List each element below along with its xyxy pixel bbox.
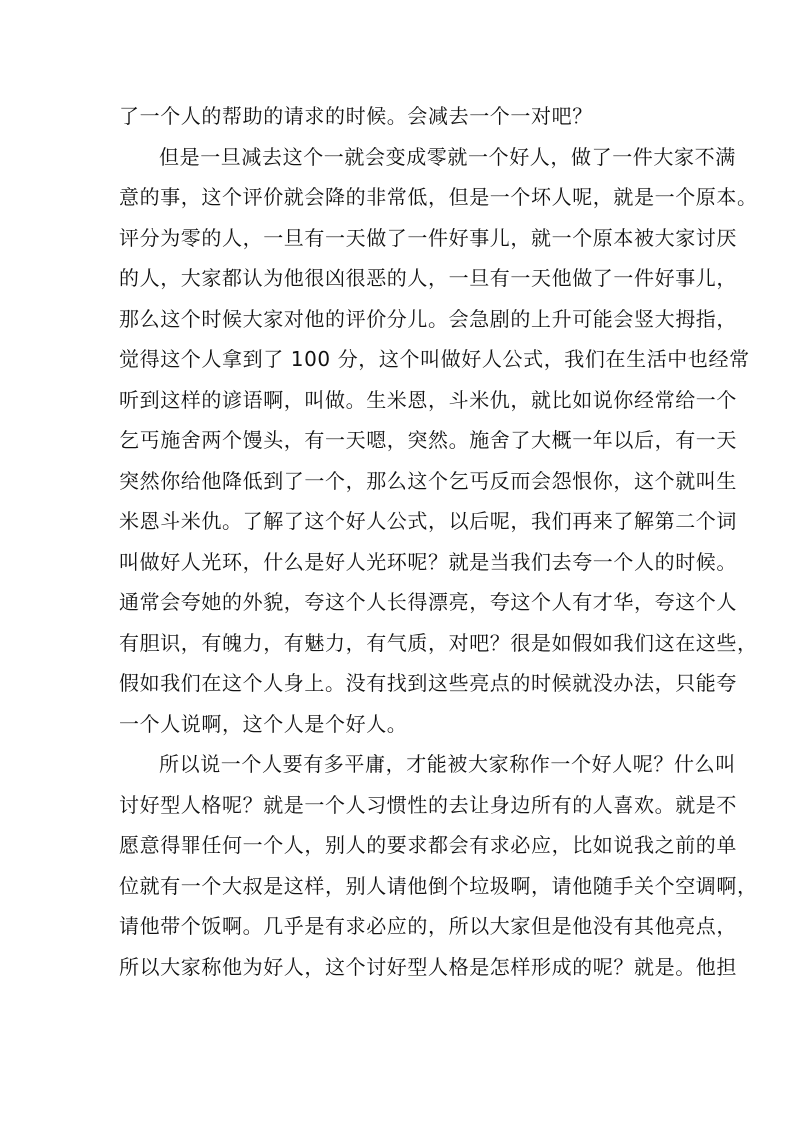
text-line: 那么这个时候大家对他的评价分儿。会急剧的上升可能会竖大拇指，	[119, 306, 737, 331]
text-line: 评分为零的人，一旦有一天做了一件好事儿，就一个原本被大家讨厌	[119, 225, 737, 250]
text-line: 突然你给他降低到了一个，那么这个乞丐反而会怨恨你，这个就叫生	[119, 468, 737, 493]
text-line: 假如我们在这个人身上。没有找到这些亮点的时候就没办法，只能夸	[119, 671, 737, 695]
text-line: 所以大家称他为好人，这个讨好型人格是怎样形成的呢？就是。他担	[119, 954, 737, 979]
text-line: 的人，大家都认为他很凶很恶的人，一旦有一天他做了一件好事儿，	[119, 266, 737, 290]
text-line: 请他带个饭啊。几乎是有求必应的，所以大家但是他没有其他亮点，	[119, 914, 737, 938]
paragraph-first-line: 但是一旦减去这个一就会变成零就一个好人，做了一件大家不满	[159, 144, 736, 169]
text-line: 有胆识，有魄力，有魅力，有气质，对吧？很是如假如我们这在这些，	[119, 630, 758, 655]
text-line: 讨好型人格呢？就是一个人习惯性的去让身边所有的人喜欢。就是不	[119, 792, 737, 817]
paragraph-first-line: 所以说一个人要有多平庸，才能被大家称作一个好人呢？什么叫	[159, 752, 736, 776]
text-line: 通常会夸她的外貌，夸这个人长得漂亮，夸这个人有才华，夸这个人	[119, 590, 737, 614]
text-line: 愿意得罪任何一个人，别人的要求都会有求必应，比如说我之前的单	[119, 833, 737, 857]
text-line: 叫做好人光环，什么是好人光环呢？就是当我们去夸一个人的时候。	[119, 549, 737, 574]
text-line: 米恩斗米仇。了解了这个好人公式，以后呢，我们再来了解第二个词	[119, 509, 737, 533]
text-line: 觉得这个人拿到了 100 分，这个叫做好人公式，我们在生活中也经常	[119, 347, 750, 371]
text-line: 位就有一个大叔是这样，别人请他倒个垃圾啊，请他随手关个空调啊，	[119, 873, 758, 898]
paragraph-last-line: 一个人说啊，这个人是个好人。	[119, 711, 408, 736]
text-line: 意的事，这个评价就会降的非常低，但是一个坏人呢，就是一个原本。	[119, 185, 758, 209]
text-line: 听到这样的谚语啊，叫做。生米恩，斗米仇，就比如说你经常给一个	[119, 387, 737, 412]
text-line: 乞丐施舍两个馒头，有一天嗯，突然。施舍了大概一年以后，有一天	[119, 428, 737, 452]
document-page	[119, 96, 758, 987]
text-line: 了一个人的帮助的请求的时候。会减去一个一对吧？	[119, 104, 593, 128]
